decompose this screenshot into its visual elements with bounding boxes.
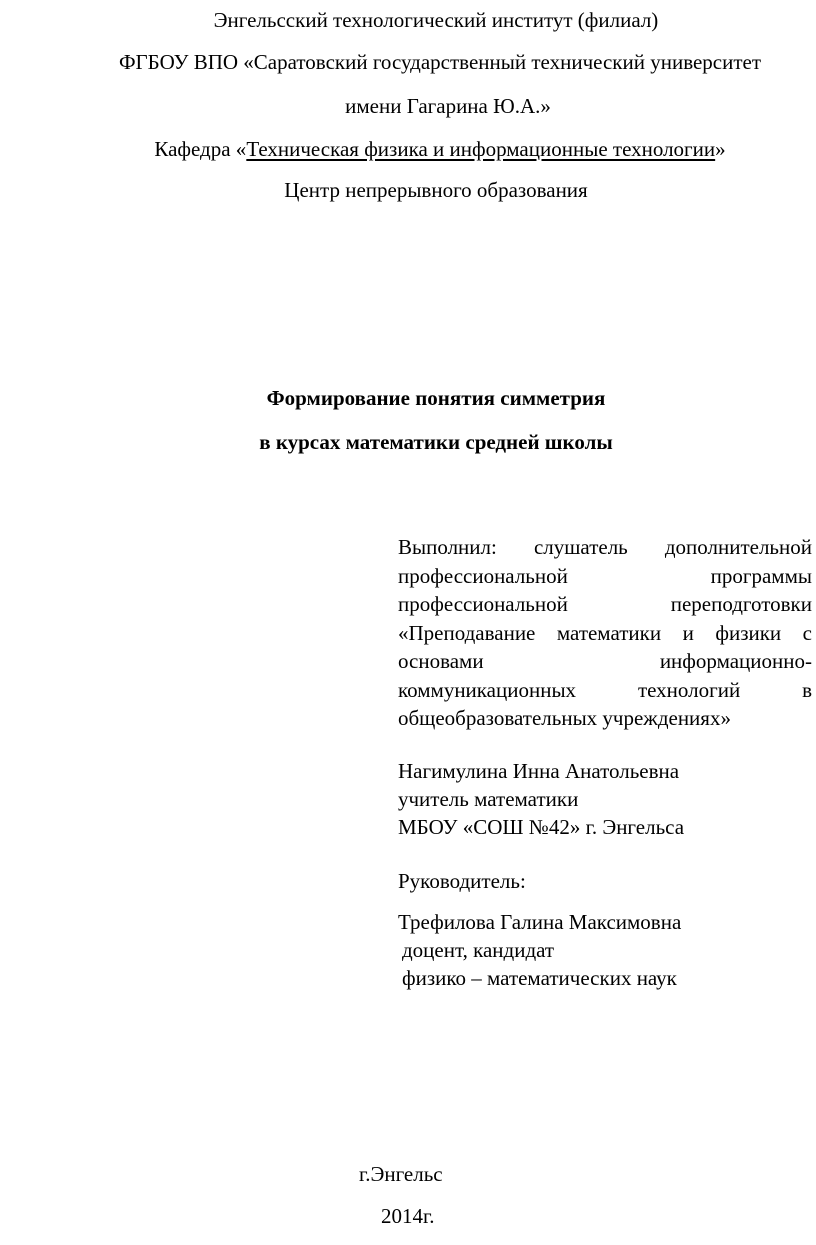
supervisor-block	[398, 908, 812, 992]
department-prefix: Кафедра «	[154, 137, 247, 161]
performer-line: основами информационно-	[398, 649, 812, 673]
university-name: ФГБОУ ВПО «Саратовский государственный технический университет	[118, 50, 762, 74]
supervisor-title-1: доцент, кандидат	[402, 938, 555, 962]
work-title-line-1: Формирование понятия симметрия	[266, 386, 606, 410]
author-block	[398, 757, 812, 841]
supervisor-label: Руководитель:	[398, 869, 526, 893]
supervisor-name: Трефилова Галина Максимовна	[398, 910, 682, 934]
author-name: Нагимулина Инна Анатольевна	[398, 759, 680, 783]
university-name-continued: имени Гагарина Ю.А.»	[345, 94, 551, 118]
performer-block	[398, 533, 812, 733]
work-title-line-2: в курсах математики средней школы	[259, 430, 613, 454]
department-line	[32, 135, 816, 163]
performer-line: профессиональной переподготовки	[398, 592, 812, 616]
department-suffix: »	[715, 137, 726, 161]
performer-line: коммуникационных технологий в	[398, 677, 812, 702]
author-position: учитель математики	[398, 787, 579, 811]
performer-line: профессиональной программы	[398, 563, 812, 588]
performer-line: Выполнил: слушатель дополнительной	[398, 535, 812, 559]
supervisor-title-2: физико – математических наук	[402, 966, 677, 990]
city: г.Энгельс	[359, 1162, 443, 1186]
performer-line: общеобразовательных учреждениях»	[398, 706, 731, 730]
department-name: Техническая физика и информационные технологии	[246, 137, 716, 161]
author-school: МБОУ «СОШ №42» г. Энгельса	[398, 815, 685, 839]
year: 2014г.	[381, 1204, 435, 1228]
performer-line: «Преподавание математики и физики с	[398, 620, 812, 645]
institute-name: Энгельсский технологический институт (филиал)	[213, 8, 659, 32]
center-name: Центр непрерывного образования	[284, 178, 588, 202]
